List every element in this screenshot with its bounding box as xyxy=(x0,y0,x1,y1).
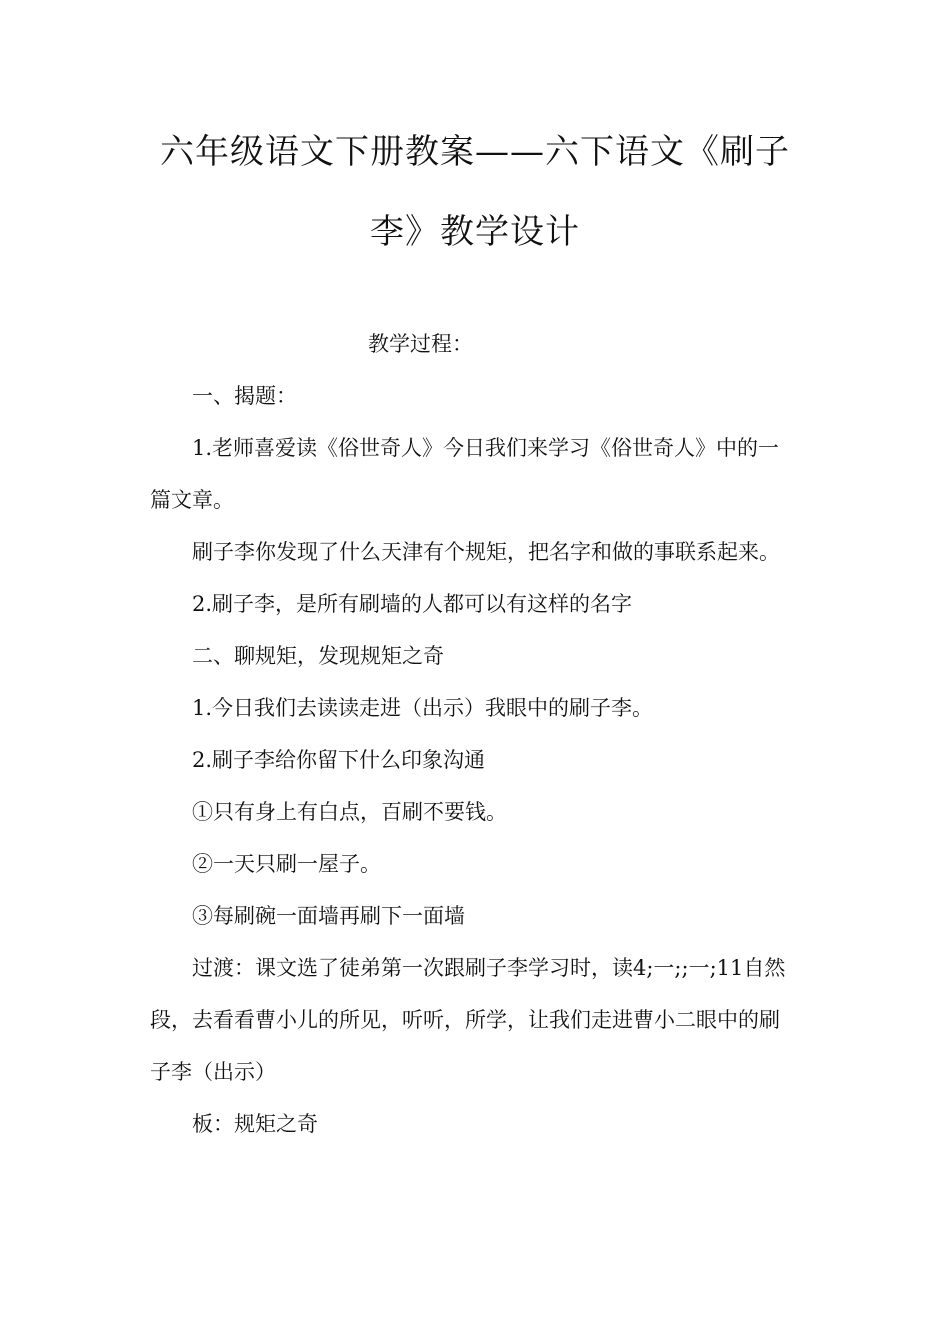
paragraph-1: 一、揭题： xyxy=(192,384,297,408)
document-title xyxy=(150,112,800,272)
paragraph-8: ①只有身上有白点，百刷不要钱。 xyxy=(192,800,507,824)
paragraph-3: 刷子李你发现了什么天津有个规矩，把名字和做的事联系起来。 xyxy=(192,540,780,564)
title-line-1: 六年级语文下册教案——六下语文《刷子 xyxy=(160,132,790,172)
paragraph-5: 二、聊规矩，发现规矩之奇 xyxy=(192,644,444,668)
paragraph-4: 2.刷子李，是所有刷墙的人都可以有这样的名字 xyxy=(192,592,633,616)
document-body xyxy=(150,318,800,1150)
paragraph-7: 2.刷子李给你留下什么印象沟通 xyxy=(192,748,486,772)
paragraph-9: ②一天只刷一屋子。 xyxy=(192,852,381,876)
paragraph-11: 过渡：课文选了徒弟第一次跟刷子李学习时，读4;一;;一;11自然段，去看看曹小儿的所见，听听，所学，让我们走进曹小二眼中的刷子李（出示） xyxy=(150,956,786,1084)
title-line-2: 李》教学设计 xyxy=(370,212,580,252)
section-heading: 教学过程： xyxy=(368,332,473,356)
paragraph-6: 1.今日我们去读读走进（出示）我眼中的刷子李。 xyxy=(192,696,654,720)
paragraph-2: 1.老师喜爱读《俗世奇人》今日我们来学习《俗世奇人》中的一篇文章。 xyxy=(150,436,780,512)
paragraph-12: 板：规矩之奇 xyxy=(192,1112,318,1136)
paragraph-10: ③每刷碗一面墙再刷下一面墙 xyxy=(192,904,465,928)
